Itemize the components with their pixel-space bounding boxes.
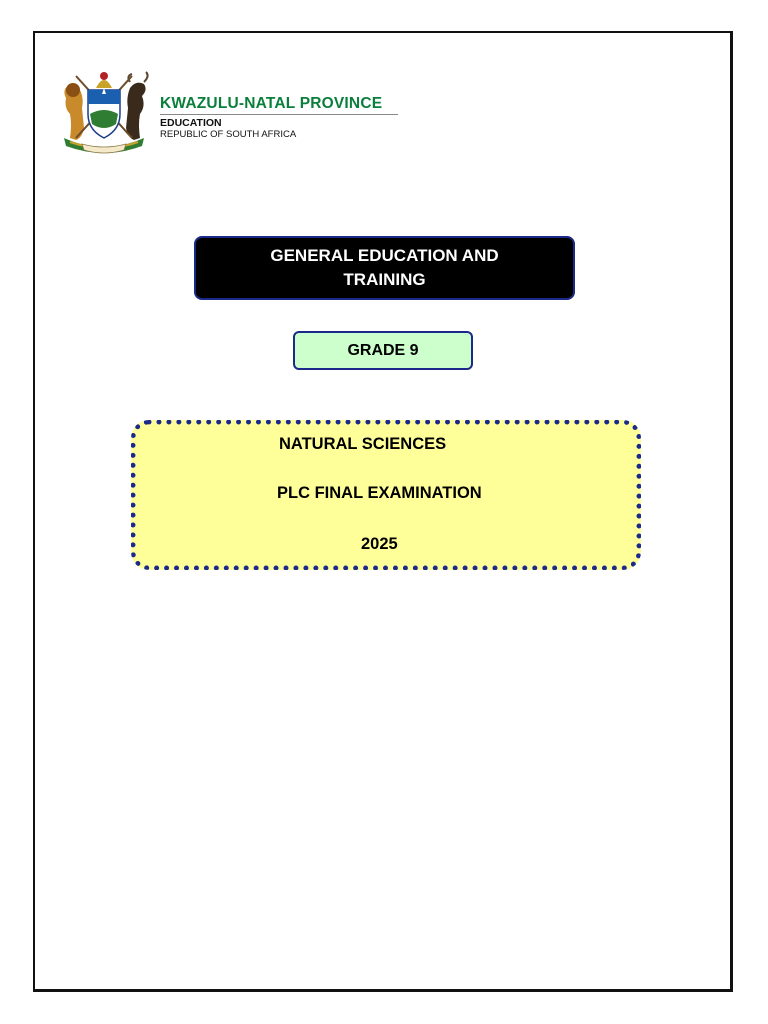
- country-name: REPUBLIC OF SOUTH AFRICA: [160, 129, 297, 140]
- province-name: KWAZULU-NATAL PROVINCE: [160, 95, 383, 112]
- department-name: EDUCATION: [160, 117, 222, 129]
- grade-badge: GRADE 9: [293, 331, 473, 370]
- department-logo: [56, 68, 401, 154]
- exam-title: PLC FINAL EXAMINATION: [277, 484, 482, 502]
- subject-name: NATURAL SCIENCES: [279, 435, 447, 453]
- logo-divider: [160, 114, 398, 115]
- phase-title-line-2: TRAINING: [343, 270, 426, 289]
- phase-banner: [194, 236, 575, 300]
- kzn-coat-of-arms-icon: [56, 68, 152, 154]
- phase-title: [270, 244, 498, 292]
- phase-title-line-1: GENERAL EDUCATION AND: [270, 246, 499, 265]
- exam-year: 2025: [361, 535, 398, 553]
